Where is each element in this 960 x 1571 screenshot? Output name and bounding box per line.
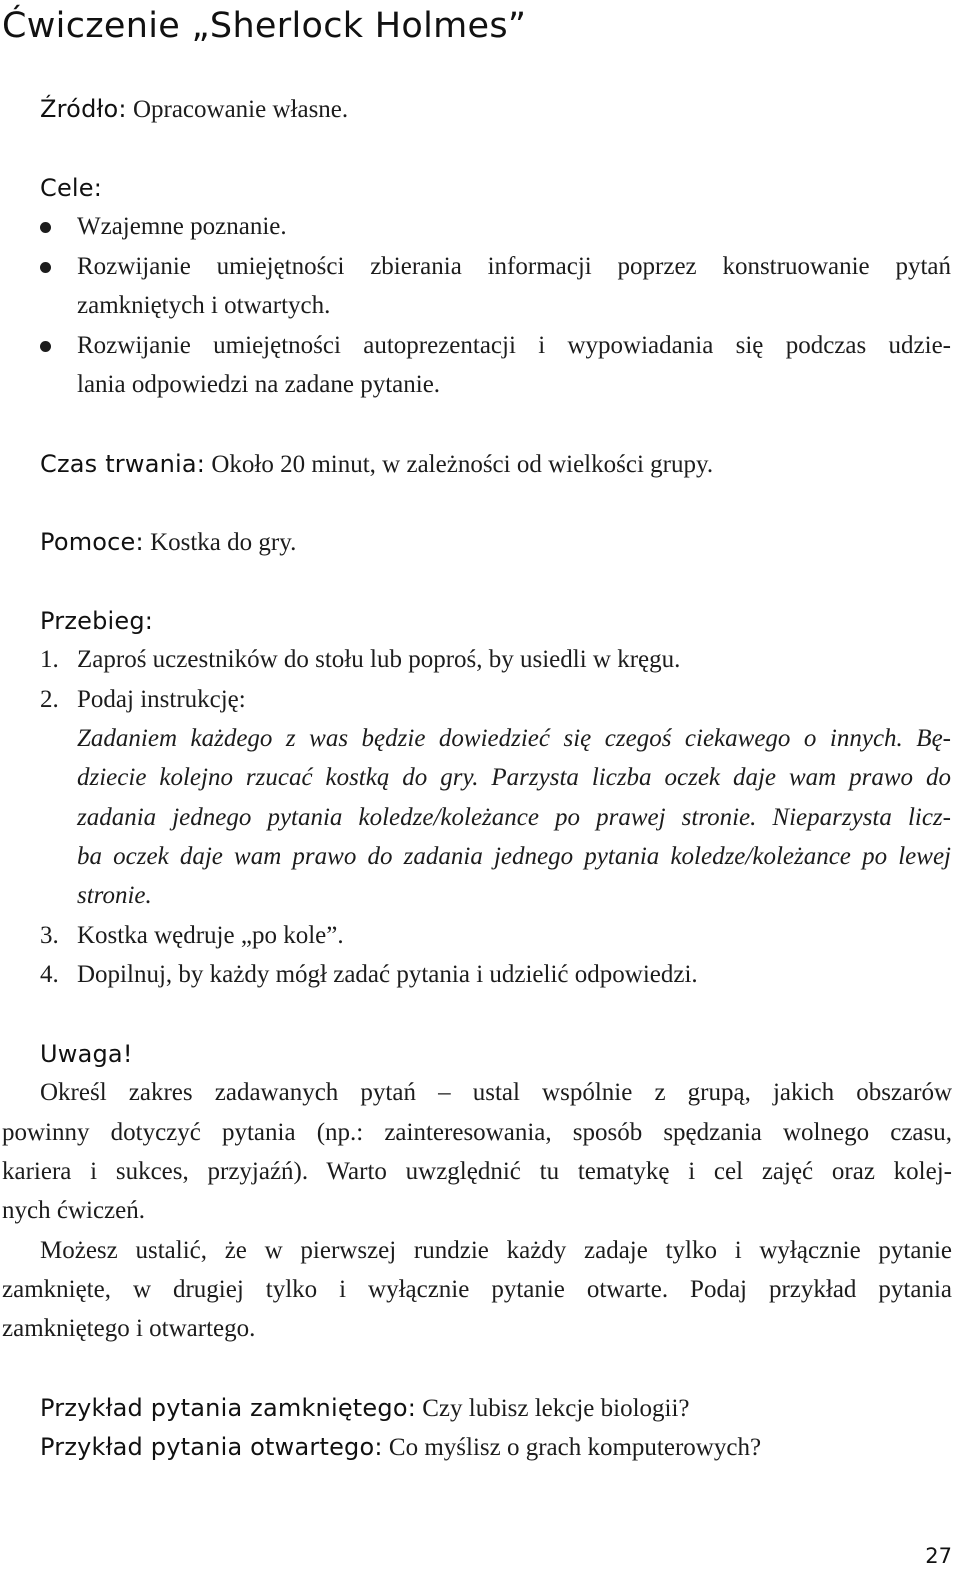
step-2-number: 2.: [40, 686, 59, 713]
step-2-text: Podaj instrukcję:: [77, 686, 246, 713]
duration-value: Około 20 minut, w zależności od wielkości grupy.: [211, 451, 714, 478]
duration-line: [40, 448, 713, 481]
source-line: [40, 93, 348, 126]
materials-line: [40, 526, 296, 559]
instruction-line-1: Zadaniem każdego z was będzie dowiedzieć się czegoś ciekawego o innych. Bę-: [77, 725, 951, 752]
step-1-number: 1.: [40, 646, 59, 673]
note-p1-line-3: kariera i sukces, przyjaźń). Warto uwzględnić tu tematykę i cel zajęć oraz kolej-: [2, 1158, 952, 1185]
step-3-text: Kostka wędruje „po kole”.: [77, 922, 344, 949]
example-closed-value: Czy lubisz lekcje biologii?: [422, 1395, 690, 1422]
page-number: 27: [925, 1544, 952, 1568]
example-open-label: Przykład pytania otwartego:: [40, 1433, 383, 1461]
source-value: Opracowanie własne.: [132, 96, 349, 123]
note-p1-line-2: powinny dotyczyć pytania (np.: zainteresowania, sposób spędzania wolnego czasu,: [2, 1119, 952, 1146]
example-closed-line: [40, 1392, 690, 1425]
goal-item-1: Wzajemne poznanie.: [77, 213, 287, 240]
note-p1-line-1: Określ zakres zadawanych pytań – ustal wspólnie z grupą, jakich obszarów: [40, 1079, 952, 1106]
note-p2-line-3: zamkniętego i otwartego.: [2, 1315, 256, 1342]
instruction-line-3: zadania jednego pytania koledze/koleżance po prawej stronie. Nieparzysta licz-: [77, 804, 951, 831]
goal-item-3-line-1: Rozwijanie umiejętności autoprezentacji i wypowiadania się podczas udzie-: [77, 332, 951, 359]
note-p2-line-2: zamknięte, w drugiej tylko i wyłącznie pytanie otwarte. Podaj przykład pytania: [2, 1276, 952, 1303]
instruction-line-2: dziecie kolejno rzucać kostką do gry. Parzysta liczba oczek daje wam prawo do: [77, 764, 951, 791]
goal-item-3-line-2: lania odpowiedzi na zadane pytanie.: [77, 371, 441, 398]
goal-item-2-line-2: zamkniętych i otwartych.: [77, 292, 331, 319]
step-4-text: Dopilnuj, by każdy mógł zadać pytania i udzielić odpowiedzi.: [77, 961, 698, 988]
materials-value: Kostka do gry.: [150, 529, 297, 556]
duration-label: Czas trwania:: [40, 450, 206, 478]
page-title: Ćwiczenie „Sherlock Holmes”: [2, 6, 527, 46]
note-p2-line-1: Możesz ustalić, że w pierwszej rundzie każdy zadaje tylko i wyłącznie pytanie: [40, 1237, 952, 1264]
step-1-text: Zaproś uczestników do stołu lub poproś, by usiedli w kręgu.: [77, 646, 681, 673]
bullet-icon: [40, 262, 51, 273]
step-4-number: 4.: [40, 961, 59, 988]
bullet-icon: [40, 222, 51, 233]
example-open-value: Co myślisz o grach komputerowych?: [388, 1434, 762, 1461]
materials-label: Pomoce:: [40, 528, 144, 556]
instruction-line-5: stronie.: [77, 882, 152, 909]
note-p1-line-4: nych ćwiczeń.: [2, 1197, 145, 1224]
example-closed-label: Przykład pytania zamkniętego:: [40, 1394, 416, 1422]
step-3-number: 3.: [40, 922, 59, 949]
bullet-icon: [40, 341, 51, 352]
note-heading: Uwaga!: [40, 1040, 133, 1068]
goals-heading: Cele:: [40, 174, 103, 202]
source-label: Źródło:: [40, 95, 127, 123]
example-open-line: [40, 1431, 761, 1464]
goal-item-2-line-1: Rozwijanie umiejętności zbierania informacji poprzez konstruowanie pytań: [77, 253, 951, 280]
instruction-line-4: ba oczek daje wam prawo do zadania jednego pytania koledze/koleżance po lewej: [77, 843, 951, 870]
procedure-heading: Przebieg:: [40, 607, 154, 635]
